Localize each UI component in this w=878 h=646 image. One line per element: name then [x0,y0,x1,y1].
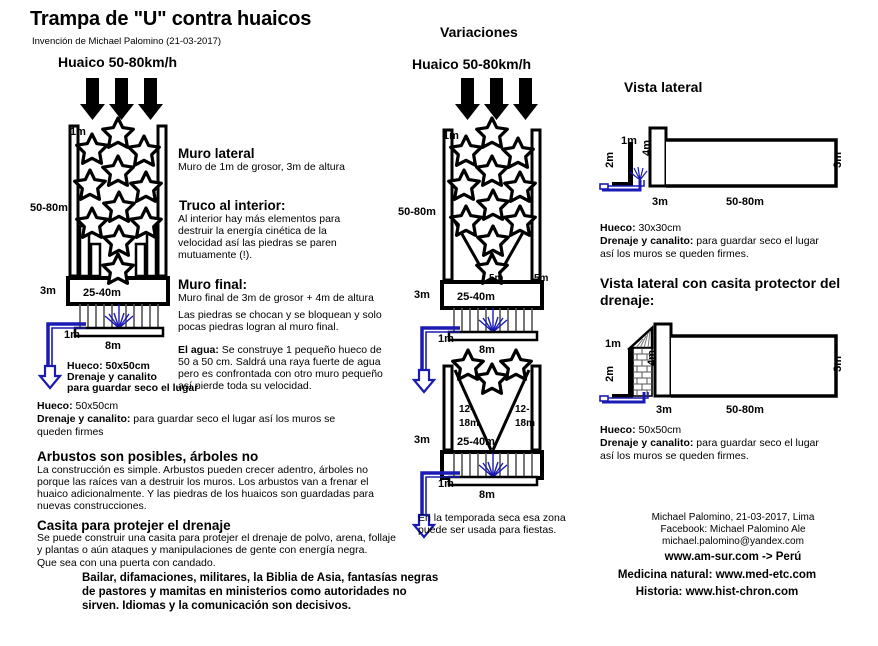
side-view-2-with-casita [600,320,860,410]
right-note2-line3: así los muros se queden firmes. [600,450,749,462]
label-width-left: 25-40m [83,287,121,299]
page-subtitle: Invención de Michael Palomino (21-03-2017) [32,36,222,47]
right-note1-line3: así los muros se queden firmes. [600,248,749,260]
label-funnel-right-var2-l1: 12- [515,404,530,415]
label-final-wall-var2: 3m [414,434,430,446]
label-funnel-right-var2-l2: 18m [515,418,536,429]
label-drain-wall-var2: 1m [438,478,454,490]
label-funnel-right-var1: 5m [534,273,549,284]
label-wall-thickness-var1: 1m [443,130,459,142]
casita-l1: Se puede construir una casita para protejer el drenaje de polvo, arena, follaje [37,532,396,544]
hueco-block-line3: queden firmes [37,426,104,438]
casita-l2: y plantas o aún ataques y manipulaciones de gente con energía negra. [37,544,368,556]
label-final-wall-var1: 3m [414,289,430,301]
label-final-wall-height-sv1: 4m [641,140,653,156]
label-drain-width-var1: 8m [479,344,495,356]
right-note2-l2-value: para guardar seco el lugar [693,437,819,449]
label-final-wall-thickness-left: 3m [40,285,56,297]
hueco-block-line2 [37,413,335,425]
arbustos-heading: Arbustos son posibles, árboles no [37,449,259,464]
right-heading-2-l1: Vista lateral con casita protector del [600,275,841,291]
label-length-var1: 50-80m [398,206,436,218]
water-note-l3: pero es confrontada con otro muro pequeño [178,368,383,380]
label-final-wall-width-sv2: 3m [656,404,672,416]
note-text-muro-lateral: Muro de 1m de grosor, 3m de altura [178,161,345,173]
right-note2-l1-label: Hueco: [600,424,636,436]
water-note [178,344,388,356]
water-note-l1: Se construye 1 pequeño hueco de [221,344,382,356]
credit-line-2: Facebook: Michael Palomino Ale [660,524,806,535]
casita-l3: Que sea con una puerta con candado. [37,557,216,569]
right-note1-line2 [600,235,819,247]
huaico-arrows-middle [455,78,545,120]
inline-drain-note-line2: Drenaje y canalito [67,371,157,383]
note-heading-muro-final: Muro final: [178,277,247,292]
right-note2-l2-label: Drenaje y canalito: [600,437,694,449]
note-text-truco-l3: velocidad así las piedras se paren [178,237,337,249]
arbustos-l3: huaico adicionalmente. Y las piedras de los huaicos son guardadas para [37,488,375,500]
label-drain-width-left: 8m [105,340,121,352]
right-note1-l2-value: para guardar seco el lugar [693,235,819,247]
casita-heading: Casita para protejer el drenaje [37,518,231,533]
middle-caption-l2: puede ser usada para fiestas. [418,524,557,536]
inline-drain-note-line1: Hueco: 50x50cm [67,360,150,372]
right-note2-l1-value: 50x50cm [635,424,682,436]
credit-line-5: Medicina natural: www.med-etc.com [617,569,817,581]
huaico-arrows-left [80,78,170,120]
footer-statement-l2: de pastores y mamitas en ministerios como autoridades no [82,586,407,598]
hueco-block-line2-value: para guardar seco el lugar así los muros se [130,413,336,425]
u-trap-plan-main [62,118,174,308]
side-view-1 [600,118,860,198]
label-drain-wall-var1: 1m [438,333,454,345]
label-length-sv1: 50-80m [726,196,764,208]
water-note-heading: El agua: [178,344,219,356]
label-final-wall-width-sv1: 3m [652,196,668,208]
label-small-wall-sv2: 1m [605,338,621,350]
water-note-l4: así pierde toda su velocidad. [178,380,312,392]
footer-statement-l1: Bailar, difamaciones, militares, la Biblia de Asia, fantasías negras [82,572,439,584]
credit-line-4: www.am-sur.com -> Perú [664,551,802,563]
right-heading-1: Vista lateral [624,79,703,95]
arbustos-l1: La construcción es simple. Arbustos pueden crecer adentro, árboles no [37,464,368,476]
label-drain-width-var2: 8m [479,489,495,501]
note-text-muro-final-l1: Muro final de 3m de grosor + 4m de altura [178,292,374,304]
label-funnel-left-var2-l2: 18m [459,418,480,429]
label-side-wall-height-sv1: 3m [832,152,844,168]
label-drain-depth-sv2: 2m [604,366,616,382]
label-funnel-left-var2-l1: 12- [459,404,474,415]
note-text-truco-l4: mutuamente (!). [178,249,253,261]
middle-heading: Variaciones [440,24,518,40]
water-note-l2: 50 a 50 cm. Saldrá una raya fuerte de agua [178,356,381,368]
right-note2-line1 [600,424,681,436]
right-note1-line1 [600,222,681,234]
right-note1-l2-label: Drenaje y canalito: [600,235,694,247]
label-small-wall-sv1: 1m [621,135,637,147]
left-diagram-heading: Huaico 50-80km/h [58,54,178,70]
credit-line-6: Historia: www.hist-chron.com [635,586,799,598]
hueco-block-line2-label: Drenaje y canalito: [37,413,131,425]
credit-line-1: Michael Palomino, 21-03-2017, Lima [651,512,815,523]
label-drain-wall-left: 1m [64,329,80,341]
label-length-left: 50-80m [30,202,68,214]
right-heading-2-l2: drenaje: [600,292,655,308]
label-wall-thickness-left: 1m [70,126,86,138]
note-text-muro-final-l2: Las piedras se chocan y se bloquean y solo [178,309,382,321]
hueco-block-line1-value: 50x50cm [72,400,119,412]
arbustos-l2: porque las raíces van a destruir los muros. Los arbustos van a frenar el [37,476,369,488]
note-heading-truco: Truco al interior: [179,198,286,213]
label-width-var1: 25-40m [457,291,495,303]
label-final-wall-height-sv2: 4m [646,350,658,366]
label-drain-depth-sv1: 2m [604,152,616,168]
inline-drain-note-line3: para guardar seco el lugar [67,382,199,394]
credit-line-3: michael.palomino@yandex.com [662,536,804,547]
label-width-var2: 25-40m [457,436,495,448]
hueco-block-line1 [37,400,118,412]
middle-diagram-heading: Huaico 50-80km/h [412,56,532,72]
right-note1-l1-value: 30x30cm [635,222,682,234]
label-funnel-left-var1: 5m [489,273,504,284]
note-heading-muro-lateral: Muro lateral [178,146,255,161]
label-side-wall-height-sv2: 3m [832,356,844,372]
right-note2-line2 [600,437,819,449]
footer-statement-l3: sirven. Idiomas y la comunicación son decisivos. [82,600,352,612]
hueco-block-line1-label: Hueco: [37,400,73,412]
page-title: Trampa de "U" contra huaicos [30,8,312,30]
note-text-truco-l2: destruir la energía cinética de la [178,225,327,237]
right-note1-l1-label: Hueco: [600,222,636,234]
arbustos-l4: nuevas construcciones. [37,500,147,512]
middle-caption-l1: En la temporada seca esa zona [418,512,566,524]
label-length-sv2: 50-80m [726,404,764,416]
note-text-truco-l1: Al interior hay más elementos para [178,213,341,225]
note-text-muro-final-l3: pocas piedras logran al muro final. [178,321,339,333]
